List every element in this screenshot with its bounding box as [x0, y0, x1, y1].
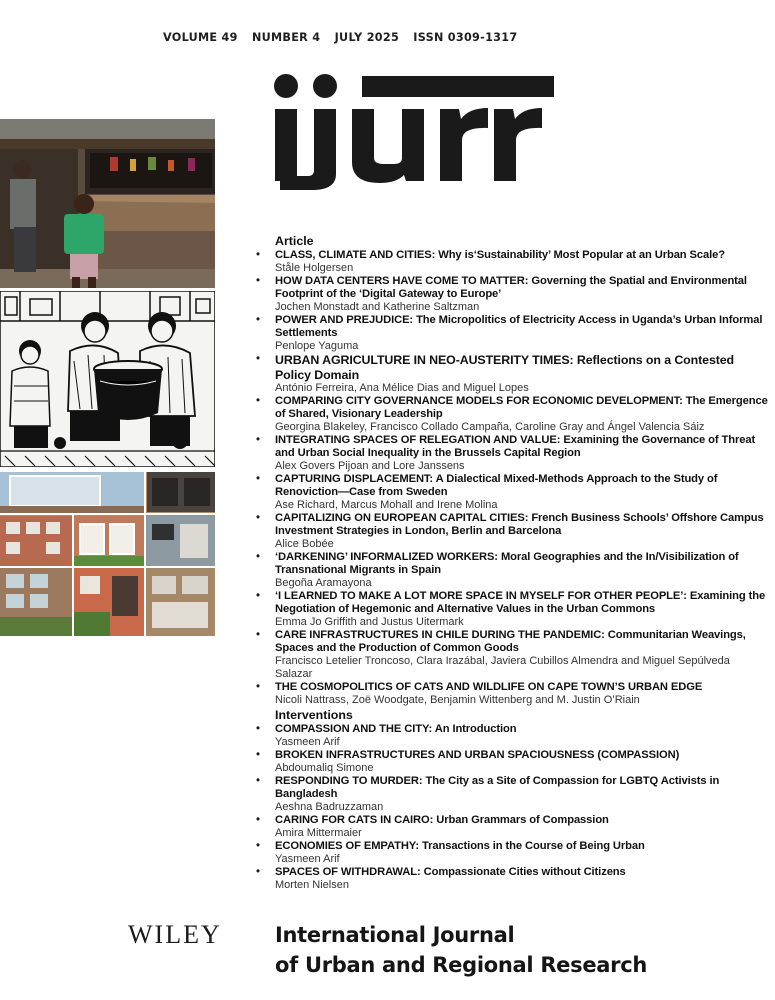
- bullet: •: [256, 512, 261, 524]
- article-authors: Alex Govers Pijoan and Lore Janssens: [275, 460, 465, 472]
- number: NUMBER 4: [251, 31, 321, 44]
- article-authors: Emma Jo Griffith and Justus Uitermark: [275, 616, 464, 628]
- bullet: •: [256, 840, 261, 852]
- journal-title: [275, 920, 755, 980]
- article-authors: Georgina Blakeley, Francisco Collado Campaña, Caroline Gray and Ángel Valencia Sáiz: [275, 421, 705, 433]
- interventions-heading: Interventions: [275, 708, 353, 722]
- intervention-entry: [256, 840, 768, 866]
- article-title: ‘I LEARNED TO MAKE A LOT MORE SPACE IN MYSELF FOR OTHER PEOPLE’: Examining the Negotiation of Hegemonic and Alternative Values in the Urban Commons: [275, 590, 766, 615]
- bullet: •: [256, 353, 261, 365]
- intervention-title: RESPONDING TO MURDER: The City as a Site of Compassion for LGBTQ Activists in Bangladesh: [275, 775, 720, 800]
- volume: VOLUME 49: [163, 31, 238, 44]
- article-entry: [256, 551, 768, 590]
- bullet: •: [256, 680, 261, 693]
- article-title: COMPARING CITY GOVERNANCE MODELS FOR ECONOMIC DEVELOPMENT: The Emergence of Shared, Visionary Leadership: [275, 395, 768, 420]
- issue-date: JULY 2025: [334, 31, 400, 44]
- intervention-title: BROKEN INFRASTRUCTURES AND URBAN SPACIOUSNESS (COMPASSION): [275, 749, 680, 761]
- article-authors: Nicoli Nattrass, Zoë Woodgate, Benjamin Wittenberg and M. Justin O’Riain: [275, 693, 640, 706]
- article-entry: [256, 473, 768, 512]
- intervention-title: CARING FOR CATS IN CAIRO: Urban Grammars of Compassion: [275, 814, 609, 826]
- bullet: •: [256, 775, 261, 787]
- intervention-title: SPACES OF WITHDRAWAL: Compassionate Cities without Citizens: [275, 866, 626, 878]
- bullet: •: [256, 866, 261, 878]
- intervention-authors: Amira Mittermaier: [275, 827, 362, 839]
- article-entry: [256, 249, 768, 275]
- article-entry: [256, 590, 768, 629]
- bullet: •: [256, 395, 261, 407]
- article-title: CARE INFRASTRUCTURES IN CHILE DURING THE PANDEMIC: Communitarian Weavings, Spaces and the Production of Common Goods: [275, 629, 746, 654]
- article-entry: [256, 353, 768, 395]
- article-title: THE COSMOPOLITICS OF CATS AND WILDLIFE ON CAPE TOWN’S URBAN EDGE: [275, 680, 703, 693]
- bullet: •: [256, 275, 261, 287]
- bullet: •: [256, 590, 261, 602]
- intervention-authors: Yasmeen Arif: [275, 736, 340, 748]
- article-authors: Begoña Aramayona: [275, 577, 372, 589]
- article-title: ‘DARKENING’ INFORMALIZED WORKERS: Moral Geographies and the In/Visibilization of Transnational Migrants in Spain: [275, 551, 739, 576]
- bullet: •: [256, 814, 261, 826]
- article-title: INTEGRATING SPACES OF RELEGATION AND VALUE: Examining the Governance of Threat and Urban Social Inequality in the Brussels Capital Region: [275, 434, 756, 459]
- issn: ISSN 0309-1317: [413, 31, 518, 44]
- article-title: HOW DATA CENTERS HAVE COME TO MATTER: Governing the Spatial and Environmental Footprint of the ‘Digital Gateway to Europe’: [275, 275, 747, 300]
- intervention-entry: [256, 814, 768, 840]
- article-title: CAPITALIZING ON EUROPEAN CAPITAL CITIES: French Business Schools’ Offshore Campus Investment Strategies in London, Berlin and Barcelona: [275, 512, 764, 537]
- intervention-entry: [256, 749, 768, 775]
- bullet: •: [256, 629, 261, 641]
- cover-illustration-workers: [0, 291, 215, 467]
- bullet: •: [256, 749, 261, 761]
- bullet: •: [256, 723, 261, 735]
- article-entry: [256, 275, 768, 314]
- intervention-title: ECONOMIES OF EMPATHY: Transactions in the Course of Being Urban: [275, 840, 645, 852]
- article-title: CAPTURING DISPLACEMENT: A Dialectical Mixed-Methods Approach to the Study of Renoviction—Case from Sweden: [275, 473, 718, 498]
- cover-photo-street-stall: [0, 119, 215, 288]
- journal-title-line-1: International Journal: [275, 923, 515, 947]
- issue-info: [163, 31, 527, 44]
- cover-photo-apartments: [0, 472, 215, 636]
- article-title: URBAN AGRICULTURE IN NEO-AUSTERITY TIMES: Reflections on a Contested Policy Domain: [275, 353, 735, 382]
- article-authors: Penlope Yaguma: [275, 340, 359, 352]
- article-title: POWER AND PREJUDICE: The Micropolitics of Electricity Access in Uganda’s Urban Informal Settlements: [275, 314, 763, 339]
- article-authors: António Ferreira, Ana Mélice Dias and Miguel Lopes: [275, 382, 529, 394]
- article-entry: [256, 681, 768, 707]
- article-entry: [256, 434, 768, 473]
- article-authors: Francisco Letelier Troncoso, Clara Irazábal, Javiera Cubillos Almendra and Miguel Sepúlveda Salazar: [275, 655, 730, 680]
- publisher-logo: WILEY: [128, 920, 222, 949]
- article-heading: Article: [275, 234, 314, 248]
- article-entry: [256, 629, 768, 680]
- bullet: •: [256, 551, 261, 563]
- article-title: CLASS, CLIMATE AND CITIES: Why is‘Sustainability’ Most Popular at an Urban Scale?: [275, 249, 726, 261]
- journal-logo: [272, 72, 562, 190]
- intervention-entry: [256, 775, 768, 814]
- table-of-contents: [256, 234, 768, 892]
- bullet: •: [256, 314, 261, 326]
- article-authors: Ståle Holgersen: [275, 262, 354, 274]
- article-authors: Alice Bobée: [275, 538, 334, 550]
- intervention-authors: Abdoumaliq Simone: [275, 762, 374, 774]
- article-entry: [256, 512, 768, 551]
- article-entry: [256, 314, 768, 353]
- bullet: •: [256, 434, 261, 446]
- intervention-authors: Yasmeen Arif: [275, 853, 340, 865]
- intervention-title: COMPASSION AND THE CITY: An Introduction: [275, 723, 517, 735]
- article-authors: Ase Richard, Marcus Mohall and Irene Molina: [275, 499, 498, 511]
- bullet: •: [256, 473, 261, 485]
- article-authors: Jochen Monstadt and Katherine Saltzman: [275, 301, 480, 313]
- article-entry: [256, 395, 768, 434]
- intervention-authors: Morten Nielsen: [275, 879, 349, 891]
- intervention-entry: [256, 866, 768, 892]
- bullet: •: [256, 249, 261, 261]
- intervention-entry: [256, 723, 768, 749]
- journal-title-line-2: of Urban and Regional Research: [275, 953, 647, 977]
- intervention-authors: Aeshna Badruzzaman: [275, 801, 384, 813]
